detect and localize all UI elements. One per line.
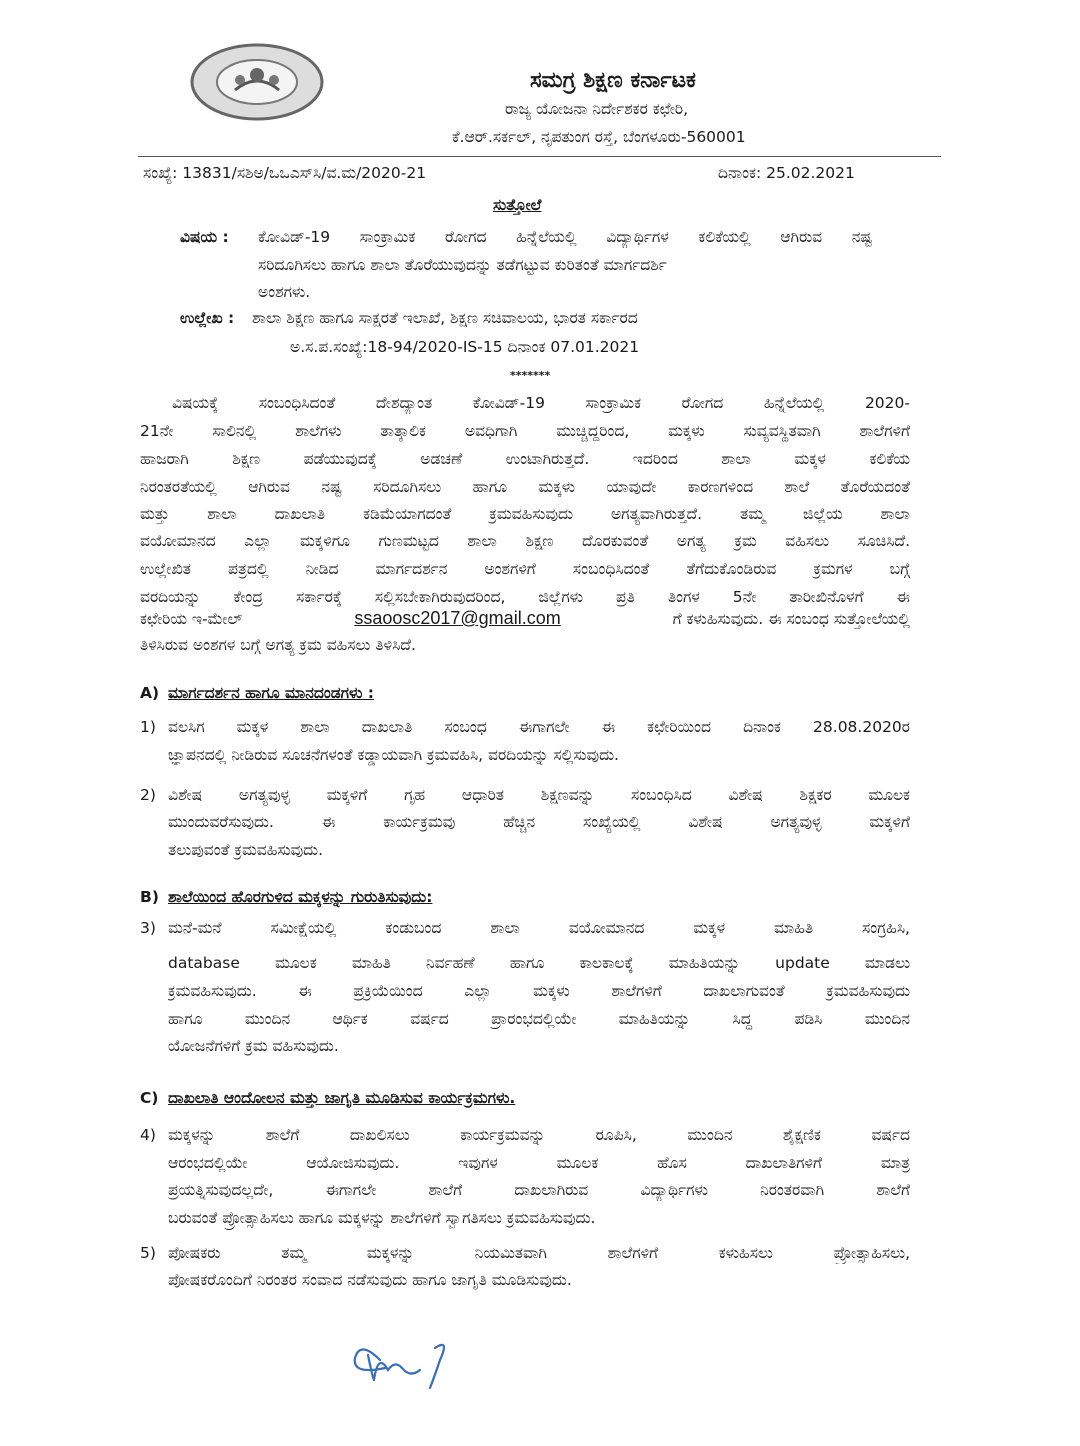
section-title-a: ಮಾರ್ಗದರ್ಶನ ಹಾಗೂ ಮಾನದಂಡಗಳು : [168, 684, 374, 702]
item-line: ಆರಂಭದಲ್ಲಿಯೇ ಆಯೋಜಿಸುವುದು. ಇವುಗಳ ಮೂಲಕ ಹೊಸ ದಾಖಲಾತಿಗಳಿಗೆ ಮಾತ್ರ [168, 1154, 910, 1172]
item-number: 2) [140, 786, 156, 804]
item-number: 1) [140, 718, 156, 736]
office-address: ಕೆ.ಆರ್.ಸರ್ಕಲ್, ನೃಪತುಂಗ ರಸ್ತೆ, ಬೆಂಗಳೂರು-560001 [452, 128, 746, 146]
section-title-c: ದಾಖಲಾತಿ ಆಂದೋಲನ ಮತ್ತು ಜಾಗೃತಿ ಮೂಡಿಸುವ ಕಾರ್ಯಕ್ರಮಗಳು. [168, 1089, 516, 1107]
body-line: ತಿಳಿಸಿರುವ ಅಂಶಗಳ ಬಗ್ಗೆ ಅಗತ್ಯ ಕ್ರಮ ವಹಿಸಲು ತಿಳಿಸಿದೆ. [140, 636, 416, 654]
body-line: ವಯೋಮಾನದ ಎಲ್ಲಾ ಮಕ್ಕಳಿಗೂ ಗುಣಮಟ್ಟದ ಶಾಲಾ ಶಿಕ್ಷಣ ದೊರಕುವಂತೆ ಅಗತ್ಯ ಕ್ರಮ ವಹಿಸಲು ಸೂಚಿಸಿದೆ. [140, 532, 910, 550]
section-marker-a: A) [140, 684, 160, 702]
item-line: ವಲಸಿಗ ಮಕ್ಕಳ ಶಾಲಾ ದಾಖಲಾತಿ ಸಂಬಂಧ ಈಗಾಗಲೇ ಈ ಕಛೇರಿಯಿಂದ ದಿನಾಂಕ 28.08.2020ರ [168, 718, 910, 736]
item-line: ಮನೆ-ಮನೆ ಸಮೀಕ್ಷೆಯಲ್ಲಿ ಕಂಡುಬಂದ ಶಾಲಾ ವಯೋಮಾನದ ಮಕ್ಕಳ ಮಾಹಿತಿ ಸಂಗ್ರಹಿಸಿ, [168, 919, 910, 937]
item-line: ಕ್ರಮವಹಿಸುವುದು. ಈ ಪ್ರಕ್ರಿಯೆಯಿಂದ ಎಲ್ಲಾ ಮಕ್ಕಳು ಶಾಲೆಗಳಿಗೆ ದಾಖಲಾಗುವಂತೆ ಕ್ರಮವಹಿಸುವುದು [168, 982, 910, 1000]
subject-line: ಕೋವಿಡ್-19 ಸಾಂಕ್ರಾಮಿಕ ರೋಗದ ಹಿನ್ನೆಲೆಯಲ್ಲಿ ವಿದ್ಯಾರ್ಥಿಗಳ ಕಲಿಕೆಯಲ್ಲಿ ಆಗಿರುವ ನಷ್ಟ [258, 228, 872, 246]
org-title: ಸಮಗ್ರ ಶಿಕ್ಷಣ ಕರ್ನಾಟಕ [530, 68, 696, 93]
item-number: 4) [140, 1126, 156, 1144]
item-line: ಯೋಜನೆಗಳಿಗೆ ಕ್ರಮ ವಹಿಸುವುದು. [168, 1037, 339, 1055]
signature [340, 1330, 470, 1390]
item-line: ಪೋಷಕರೊಂದಿಗೆ ನಿರಂತರ ಸಂವಾದ ನಡೆಸುವುದು ಹಾಗೂ ಜಾಗೃತಿ ಮೂಡಿಸುವುದು. [168, 1271, 572, 1289]
item-line: ವಿಶೇಷ ಅಗತ್ಯವುಳ್ಳ ಮಕ್ಕಳಿಗೆ ಗೃಹ ಆಧಾರಿತ ಶಿಕ್ಷಣವನ್ನು ಸಂಬಂಧಿಸಿದ ವಿಶೇಷ ಶಿಕ್ಷಕರ ಮೂಲಕ [168, 786, 910, 804]
body-line: ಮತ್ತು ಶಾಲಾ ದಾಖಲಾತಿ ಕಡಿಮೆಯಾಗದಂತೆ ಕ್ರಮವಹಿಸುವುದು ಅಗತ್ಯವಾಗಿರುತ್ತದೆ. ತಮ್ಮ ಜಿಲ್ಲೆಯ ಶಾಲಾ [140, 505, 910, 523]
item-line: ಪೋಷಕರು ತಮ್ಮ ಮಕ್ಕಳನ್ನು ನಿಯಮಿತವಾಗಿ ಶಾಲೆಗಳಿಗೆ ಕಳುಹಿಸಲು ಪ್ರೋತ್ಸಾಹಿಸಲು, [168, 1244, 910, 1262]
item-line: ತಲುಪುವಂತೆ ಕ್ರಮವಹಿಸುವುದು. [168, 841, 324, 859]
body-line: ವರದಿಯನ್ನು ಕೇಂದ್ರ ಸರ್ಕಾರಕ್ಕೆ ಸಲ್ಲಿಸಬೇಕಾಗಿರುವುದರಿಂದ, ಜಿಲ್ಲೆಗಳು ಪ್ರತಿ ತಿಂಗಳ 5ನೇ ತಾರೀಖಿನೊಳಗೆ ಈ [140, 588, 910, 606]
section-marker-b: B) [140, 888, 159, 906]
reference-line: ಅ.ಸ.ಪ.ಸಂಖ್ಯೆ:18-94/2020-IS-15 ದಿನಾಂಕ 07.01.2021 [290, 338, 640, 356]
item-line: ಬರುವಂತೆ ಪ್ರೋತ್ಸಾಹಿಸಲು ಹಾಗೂ ಮಕ್ಕಳನ್ನು ಶಾಲೆಗಳಿಗೆ ಸ್ವಾಗತಿಸಲು ಕ್ರಮವಹಿಸುವುದು. [168, 1209, 596, 1227]
subject-line: ಅಂಶಗಳು. [258, 283, 311, 301]
subject-line: ಸರಿದೂಗಿಸಲು ಹಾಗೂ ಶಾಲಾ ತೊರೆಯುವುದನ್ನು ತಡೆಗಟ್ಟುವ ಕುರಿತಂತೆ ಮಾರ್ಗದರ್ಶಿ [258, 256, 667, 274]
item-line: ಮುಂದುವರೆಸುವುದು. ಈ ಕಾರ್ಯಕ್ರಮವು ಹೆಚ್ಚಿನ ಸಂಖ್ಯೆಯಲ್ಲಿ ವಿಶೇಷ ಅಗತ್ಯವುಳ್ಳ ಮಕ್ಕಳಿಗೆ [168, 813, 910, 831]
item-line: ಜ್ಞಾಪನದಲ್ಲಿ ನೀಡಿರುವ ಸೂಚನೆಗಳಂತೆ ಕಡ್ಡಾಯವಾಗಿ ಕ್ರಮವಹಿಸಿ, ವರದಿಯನ್ನು ಸಲ್ಲಿಸುವುದು. [168, 746, 619, 764]
separator-stars: ******* [510, 369, 551, 382]
subject-label: ವಿಷಯ : [180, 228, 229, 246]
office-name: ರಾಜ್ಯ ಯೋಜನಾ ನಿರ್ದೇಶಕರ ಕಛೇರಿ, [505, 100, 689, 118]
letter-date: ದಿನಾಂಕ: 25.02.2021 [718, 164, 855, 182]
body-line: ನಿರಂತರತೆಯಲ್ಲಿ ಆಗಿರುವ ನಷ್ಟ ಸರಿದೂಗಿಸಲು ಹಾಗೂ ಮಕ್ಕಳು ಯಾವುದೇ ಕಾರಣಗಳಿಂದ ಶಾಲೆ ತೊರೆಯದಂತೆ [140, 478, 910, 496]
body-line: 21ನೇ ಸಾಲಿನಲ್ಲಿ ಶಾಲೆಗಳು ತಾತ್ಕಾಲಿಕ ಅವಧಿಗಾಗಿ ಮುಚ್ಚಿದ್ದರಿಂದ, ಮಕ್ಕಳು ಸುವ್ಯವಸ್ಥಿತವಾಗಿ ಶಾಲೆಗಳಿಗೆ [140, 422, 910, 440]
body-line: ಹಾಜರಾಗಿ ಶಿಕ್ಷಣ ಪಡೆಯುವುದಕ್ಕೆ ಅಡಚಣೆ ಉಂಟಾಗಿರುತ್ತದೆ. ಇದರಿಂದ ಶಾಲಾ ಮಕ್ಕಳ ಕಲಿಕೆಯ [140, 450, 910, 468]
email-link[interactable]: ssaoosc2017@gmail.com [354, 608, 561, 628]
item-number: 3) [140, 919, 156, 937]
item-line: ಪ್ರಯತ್ನಿಸುವುದಲ್ಲದೇ, ಈಗಾಗಲೇ ಶಾಲೆಗೆ ದಾಖಲಾಗಿರುವ ವಿದ್ಯಾರ್ಥಿಗಳು ನಿರಂತರವಾಗಿ ಶಾಲೆಗೆ [168, 1181, 910, 1199]
government-seal-logo [190, 42, 325, 122]
body-email-line [140, 607, 910, 630]
body-text: ಕಛೇರಿಯ ಇ-ಮೇಲ್ [140, 610, 243, 628]
item-line: ಮಕ್ಕಳನ್ನು ಶಾಲೆಗೆ ದಾಖಲಿಸಲು ಕಾರ್ಯಕ್ರಮವನ್ನು ರೂಪಿಸಿ, ಮುಂದಿನ ಶೈಕ್ಷಣಿಕ ವರ್ಷದ [168, 1126, 910, 1144]
body-line: ಉಲ್ಲೇಖಿತ ಪತ್ರದಲ್ಲಿ ನೀಡಿದ ಮಾರ್ಗದರ್ಶನ ಅಂಶಗಳಿಗೆ ಸಂಬಂಧಿಸಿದಂತೆ ತೆಗೆದುಕೊಂಡಿರುವ ಕ್ರಮಗಳ ಬಗ್ಗೆ [140, 560, 910, 578]
header-divider [138, 156, 941, 157]
item-line: ಹಾಗೂ ಮುಂದಿನ ಆರ್ಥಿಕ ವರ್ಷದ ಪ್ರಾರಂಭದಲ್ಲಿಯೇ ಮಾಹಿತಿಯನ್ನು ಸಿದ್ಧ ಪಡಿಸಿ ಮುಂದಿನ [168, 1010, 910, 1028]
body-text: ಗೆ ಕಳುಹಿಸುವುದು. ಈ ಸಂಬಂಧ ಸುತ್ತೋಲೆಯಲ್ಲಿ [672, 610, 910, 628]
section-title-b: ಶಾಲೆಯಿಂದ ಹೊರಗುಳಿದ ಮಕ್ಕಳನ್ನು ಗುರುತಿಸುವುದು: [168, 888, 433, 906]
reference-line: ಶಾಲಾ ಶಿಕ್ಷಣ ಹಾಗೂ ಸಾಕ್ಷರತೆ ಇಲಾಖೆ, ಶಿಕ್ಷಣ ಸಚಿವಾಲಯ, ಭಾರತ ಸರ್ಕಾರದ [252, 309, 638, 327]
reference-number: ಸಂಖ್ಯೆ: 13831/ಸಶಿಅ/ಒಒಎಸ್‌ಸಿ/ವ.ಮ/2020-21 [143, 164, 427, 182]
body-line: ವಿಷಯಕ್ಕೆ ಸಂಬಂಧಿಸಿದಂತೆ ದೇಶದ್ಯಾಂತ ಕೋವಿಡ್-19 ಸಾಂಕ್ರಾಮಿಕ ರೋಗದ ಹಿನ್ನೆಲೆಯಲ್ಲಿ 2020- [172, 394, 910, 412]
reference-label: ಉಲ್ಲೇಖ : [180, 309, 235, 327]
circular-heading: ಸುತ್ತೋಲೆ [493, 196, 542, 214]
section-marker-c: C) [140, 1089, 159, 1107]
item-line: database ಮೂಲಕ ಮಾಹಿತಿ ನಿರ್ವಹಣೆ ಹಾಗೂ ಕಾಲಕಾಲಕ್ಕೆ ಮಾಹಿತಿಯನ್ನು update ಮಾಡಲು [168, 954, 910, 972]
item-number: 5) [140, 1244, 156, 1262]
